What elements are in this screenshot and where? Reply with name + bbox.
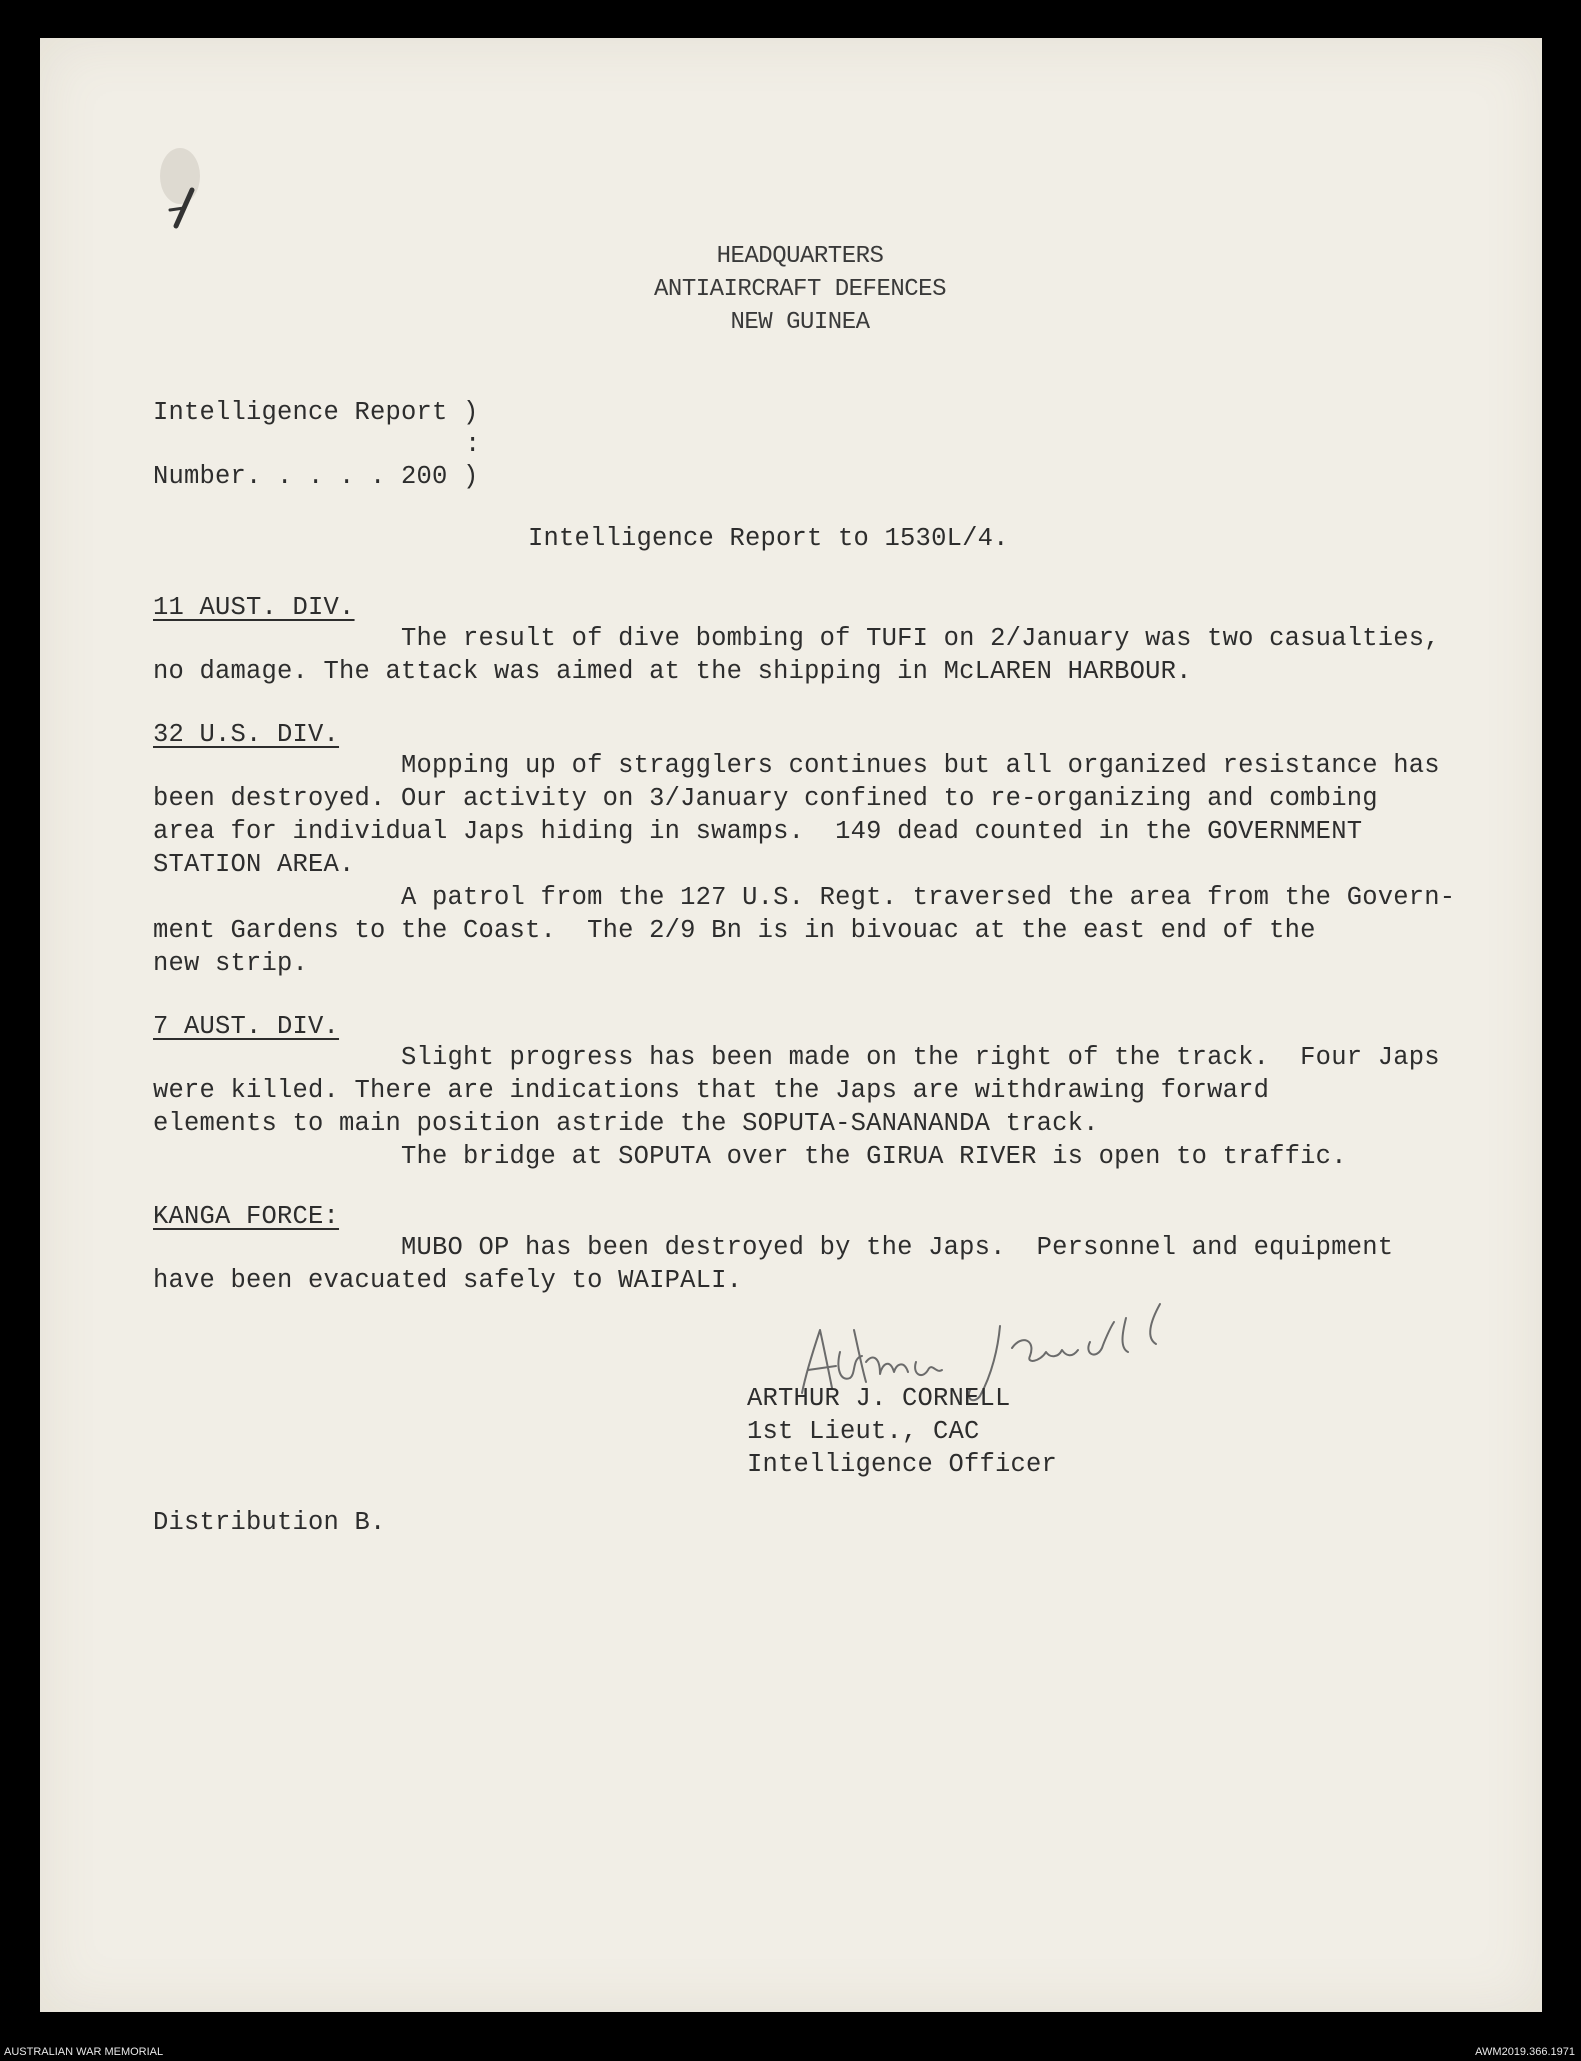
- section-heading-7-aust-div: 7 AUST. DIV.: [153, 1012, 340, 1041]
- section-line: The result of dive bombing of TUFI on 2/January was two casualties,: [153, 624, 1440, 653]
- section-line: A patrol from the 127 U.S. Regt. traversed the area from the Govern-: [153, 883, 1456, 912]
- document-page: [40, 38, 1542, 2012]
- section-heading-kanga-force: KANGA FORCE:: [153, 1202, 340, 1231]
- signatory-rank: 1st Lieut., CAC: [747, 1417, 980, 1446]
- section-heading-32-us-div: 32 U.S. DIV.: [153, 720, 340, 749]
- section-line: elements to main position astride the SOPUTA-SANANANDA track.: [153, 1109, 1099, 1138]
- section-line: been destroyed. Our activity on 3/January confined to re-organizing and combing: [153, 784, 1378, 813]
- header-line-2: ANTIAIRCRAFT DEFENCES: [654, 276, 946, 303]
- pencil-page-mark: [150, 138, 220, 248]
- section-line: Mopping up of stragglers continues but all organized resistance has: [153, 751, 1440, 780]
- header-line-1: HEADQUARTERS: [716, 243, 884, 270]
- report-id-colon: :: [465, 430, 481, 459]
- report-title: Intelligence Report to 1530L/4.: [528, 524, 1009, 553]
- section-line: Slight progress has been made on the right of the track. Four Japs: [153, 1043, 1440, 1072]
- section-line: ment Gardens to the Coast. The 2/9 Bn is in bivouac at the east end of the: [153, 916, 1316, 945]
- header-line-3: NEW GUINEA: [730, 309, 870, 336]
- section-line: The bridge at SOPUTA over the GIRUA RIVER is open to traffic.: [153, 1142, 1347, 1171]
- signatory-name: ARTHUR J. CORNELL: [747, 1384, 1011, 1413]
- archive-footer-left: AUSTRALIAN WAR MEMORIAL: [4, 2046, 164, 2058]
- section-line: have been evacuated safely to WAIPALI.: [153, 1266, 743, 1295]
- section-line: MUBO OP has been destroyed by the Japs. Personnel and equipment: [153, 1233, 1394, 1262]
- section-line: were killed. There are indications that the Japs are withdrawing forward: [153, 1076, 1270, 1105]
- report-id-line-2: Number. . . . . 200 ): [153, 462, 479, 491]
- section-line: new strip.: [153, 949, 309, 978]
- section-line: STATION AREA.: [153, 850, 355, 879]
- distribution-line: Distribution B.: [153, 1508, 386, 1537]
- archive-footer-right: AWM2019.366.1971: [1475, 2046, 1575, 2058]
- report-id-line-1: Intelligence Report ): [153, 398, 479, 427]
- section-line: area for individual Japs hiding in swamps. 149 dead counted in the GOVERNMENT: [153, 817, 1363, 846]
- section-heading-11-aust-div: 11 AUST. DIV.: [153, 593, 355, 622]
- signatory-role: Intelligence Officer: [747, 1450, 1058, 1479]
- section-line: no damage. The attack was aimed at the shipping in McLAREN HARBOUR.: [153, 657, 1192, 686]
